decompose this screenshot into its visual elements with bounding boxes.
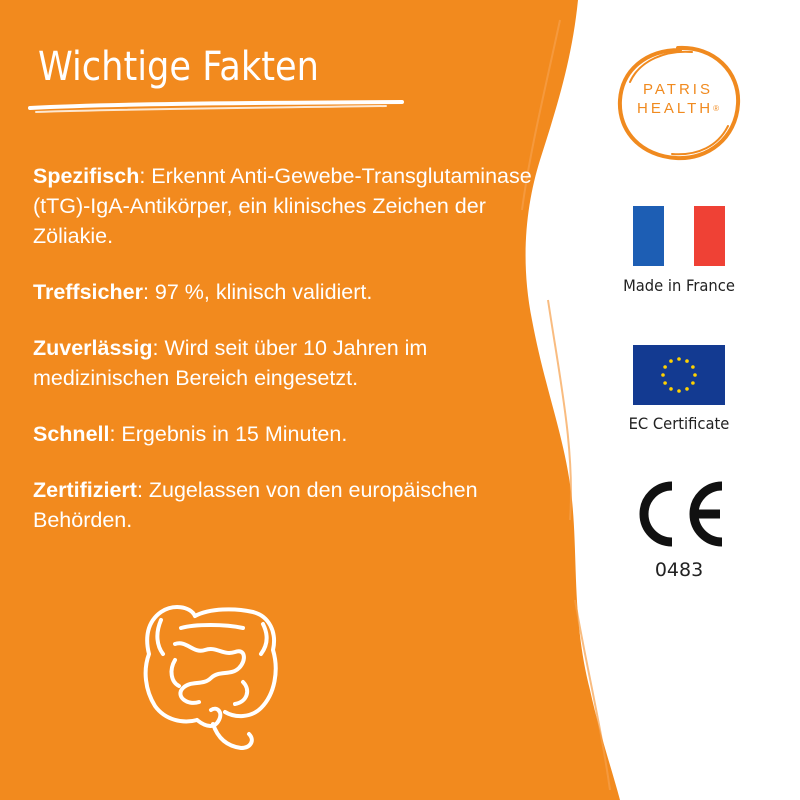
ce-mark-icon: [630, 480, 728, 548]
fact-fast: Schnell: Ergebnis in 15 Minuten.: [33, 422, 348, 446]
ce-number: 0483: [654, 559, 704, 581]
registered-mark: ®: [713, 104, 719, 113]
brand-logo-text: [610, 80, 746, 118]
facts-list: [33, 161, 553, 561]
brand-line1: PATRIS: [643, 81, 713, 98]
fact-certified: Zertifiziert: Zugelassen von den europäischen Behörden.: [33, 478, 478, 532]
fact-reliable: Zuverlässig: Wird seit über 10 Jahren im medizinischen Bereich eingesetzt.: [33, 336, 428, 390]
eu-stars: [633, 345, 725, 405]
france-flag-icon: [633, 206, 725, 266]
ec-certificate-label: EC Certificate: [628, 414, 730, 433]
intestine-icon: [135, 598, 285, 756]
made-in-france-label: Made in France: [623, 276, 735, 295]
fact-specific: Spezifisch: Erkennt Anti-Gewebe-Transglutaminase (tTG)-IgA-Antikörper, ein klinisches Zeichen der Zöliakie.: [33, 164, 532, 248]
eu-flag-icon: [633, 345, 725, 405]
brand-line2-row: HEALTH®: [637, 100, 719, 117]
fact-accurate: Treffsicher: 97 %, klinisch validiert.: [33, 280, 373, 304]
page-title: Wichtige Fakten: [38, 44, 319, 90]
brush-underline: [26, 96, 406, 120]
